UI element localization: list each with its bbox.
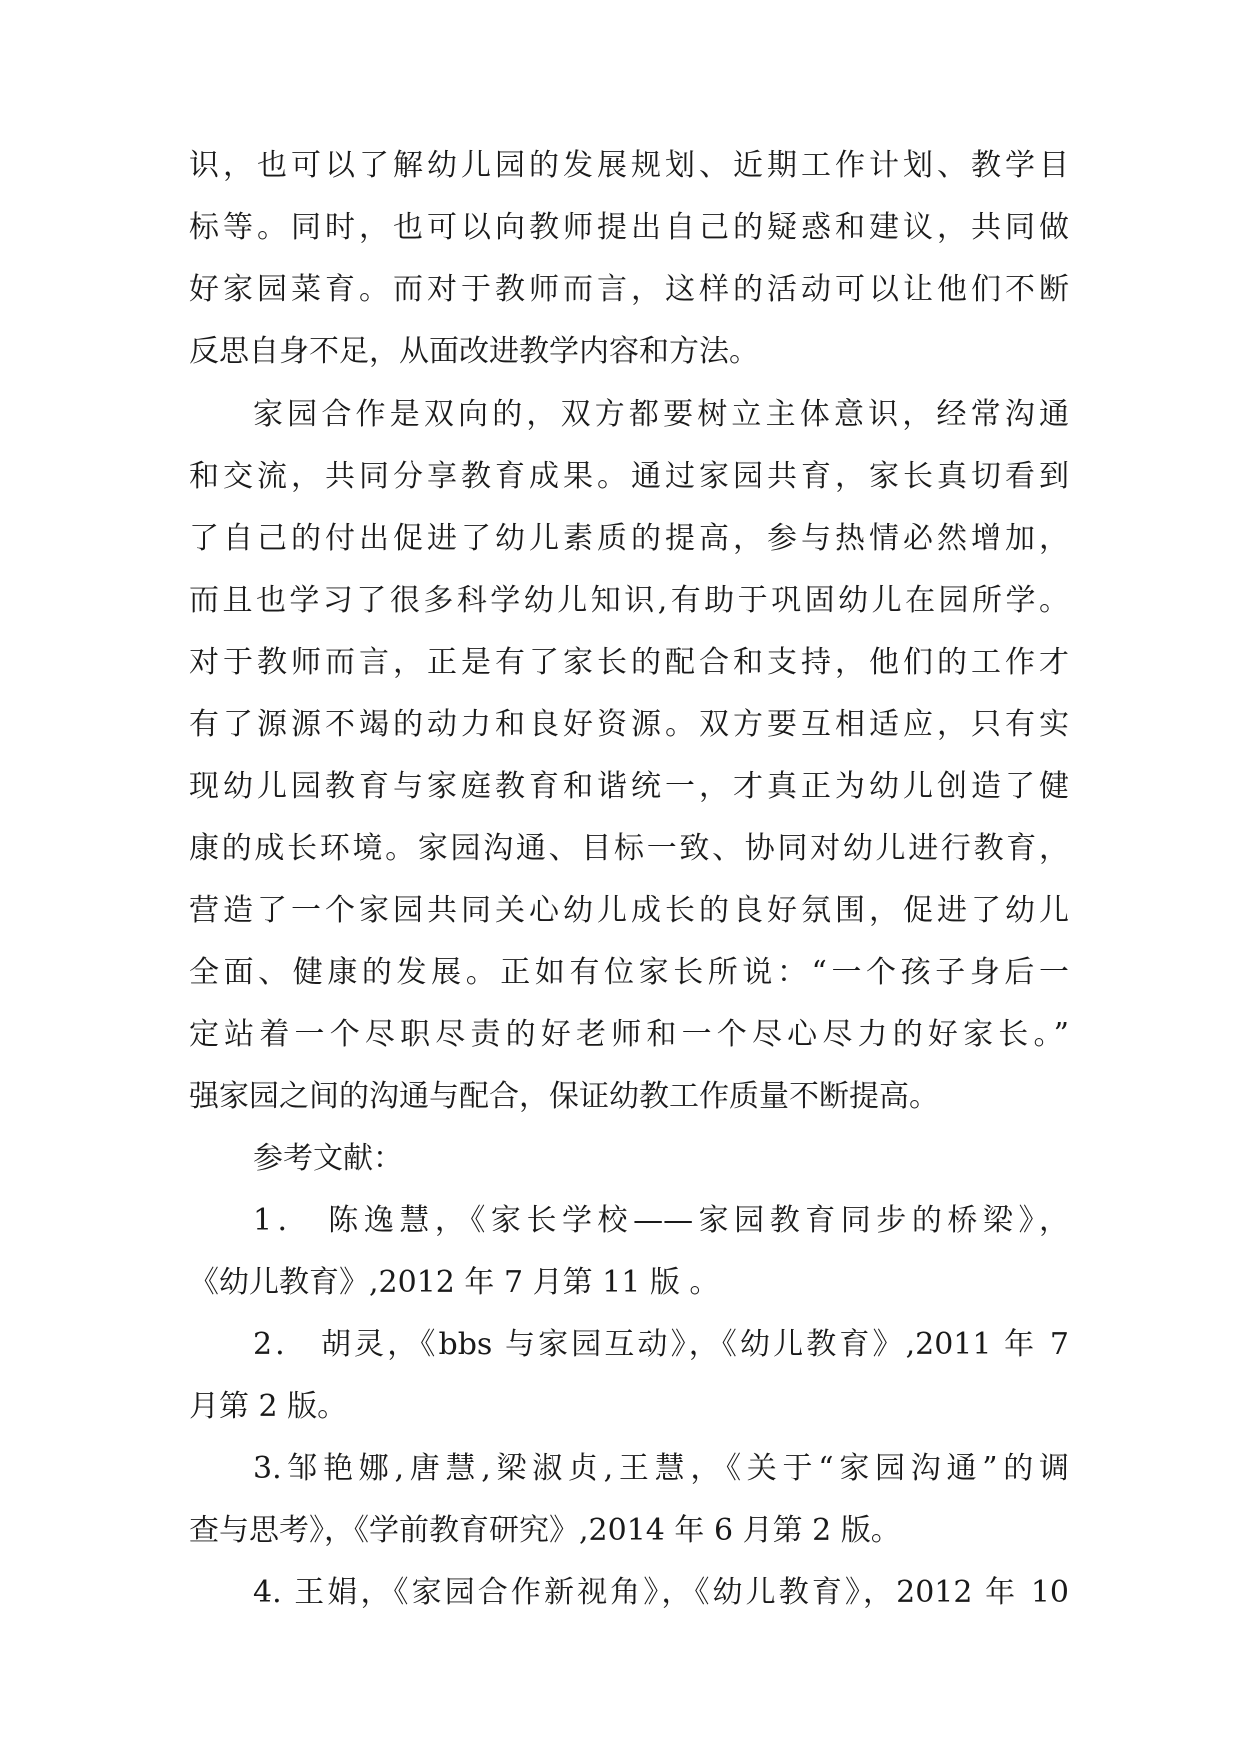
reference-item: 查与思考》，《学前教育研究》,2014 年 6 月第 2 版。 — [189, 1513, 901, 1548]
text-line: 对于教师而言，正是有了家长的配合和支持，他们的工作才 — [189, 645, 1069, 680]
text-line: 现幼儿园教育与家庭教育和谐统一，才真正为幼儿创造了健 — [189, 769, 1069, 804]
text-line: 而且也学习了很多科学幼儿知识,有助于巩固幼儿在园所学。 — [189, 583, 1069, 618]
text-line: 标等。同时，也可以向教师提出自己的疑惑和建议，共同做 — [189, 210, 1069, 245]
references-heading: 参考文献： — [253, 1141, 403, 1176]
text-line: 识，也可以了解幼儿园的发展规划、近期工作计划、教学目 — [189, 148, 1069, 183]
text-line: 有了源源不竭的动力和良好资源。双方要互相适应，只有实 — [189, 707, 1069, 742]
text-line: 和交流，共同分享教育成果。通过家园共育，家长真切看到 — [189, 459, 1069, 494]
text-line: 了自己的付出促进了幼儿素质的提高，参与热情必然增加， — [189, 521, 1069, 556]
text-line: 定站着一个尽职尽责的好老师和一个尽心尽力的好家长。” — [189, 1017, 1069, 1052]
text-line: 反思自身不足，从面改进教学内容和方法。 — [189, 334, 759, 369]
reference-item: 1． 陈逸慧，《家长学校——家园教育同步的桥梁》， — [253, 1203, 1069, 1238]
reference-item: 月第 2 版。 — [189, 1389, 348, 1424]
text-line: 家园合作是双向的，双方都要树立主体意识，经常沟通 — [253, 397, 1069, 432]
reference-item: 2． 胡灵，《bbs 与家园互动》，《幼儿教育》,2011 年 7 — [253, 1327, 1069, 1362]
reference-item: 4. 王娟，《家园合作新视角》，《幼儿教育》，2012 年 10 — [253, 1575, 1069, 1610]
text-line: 好家园菜育。而对于教师而言，这样的活动可以让他们不断 — [189, 272, 1069, 307]
text-line: 强家园之间的沟通与配合，保证幼教工作质量不断提高。 — [189, 1079, 939, 1114]
text-line: 营造了一个家园共同关心幼儿成长的良好氛围，促进了幼儿 — [189, 893, 1069, 928]
reference-item: 《幼儿教育》,2012 年 7 月第 11 版 。 — [189, 1265, 720, 1300]
reference-item: 3.邹艳娜,唐慧,梁淑贞,王慧，《关于“家园沟通”的调 — [253, 1451, 1069, 1486]
text-line: 康的成长环境。家园沟通、目标一致、协同对幼儿进行教育， — [189, 831, 1069, 866]
text-line: 全面、健康的发展。正如有位家长所说：“一个孩子身后一 — [189, 955, 1069, 990]
